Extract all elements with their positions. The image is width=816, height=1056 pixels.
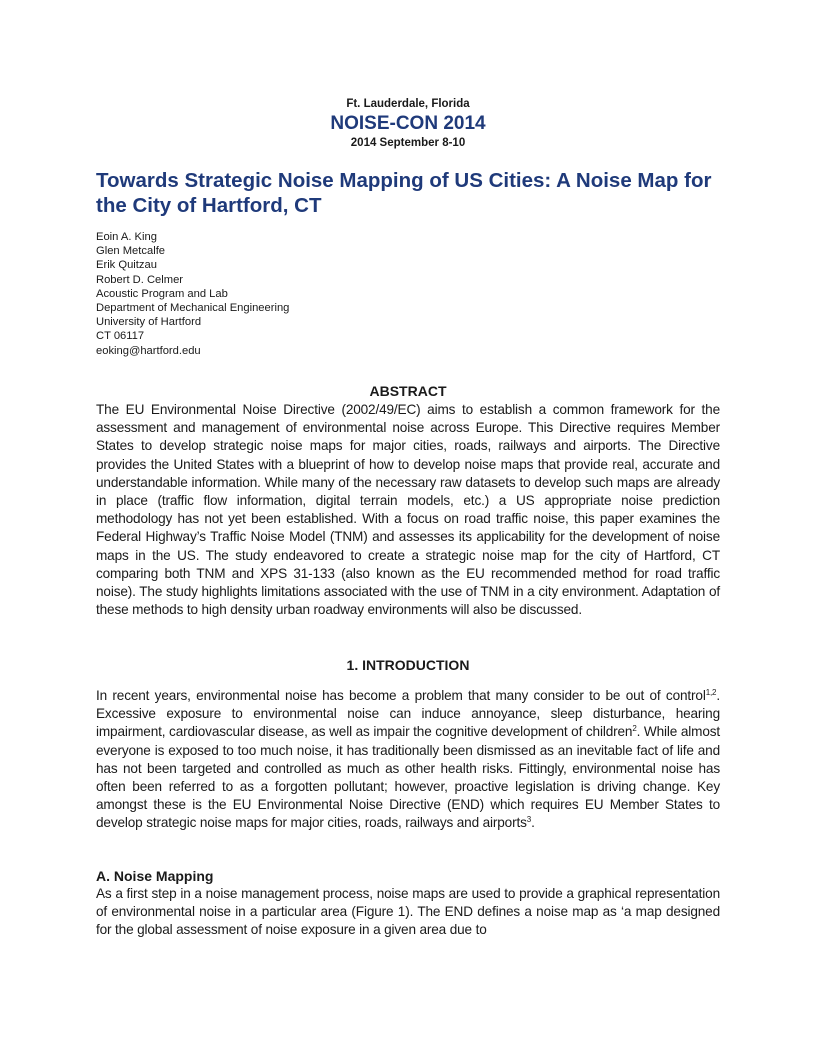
- citation-ref: 1,2: [705, 688, 717, 697]
- abstract-heading: ABSTRACT: [369, 383, 447, 399]
- author-name: Robert D. Celmer: [96, 273, 184, 286]
- author-name: Eoin A. King: [96, 231, 157, 243]
- text-run: . Excessive exposure to environmental noise can induce annoyance, sleep disturbance, hearing impairment, cardiovascular disease, as well as impair the cognitive development of children: [96, 688, 720, 740]
- author-name: Erik Quitzau: [96, 259, 157, 272]
- affiliation-postcode: CT 06117: [96, 330, 145, 343]
- introduction-heading: 1. INTRODUCTION: [346, 657, 470, 673]
- introduction-paragraph: [96, 687, 720, 833]
- conference-location: Ft. Lauderdale, Florida: [346, 98, 470, 110]
- citation-ref: 2: [632, 724, 637, 734]
- text-run: In recent years, environmental noise has become a problem that many consider to be out of control: [96, 688, 706, 703]
- affiliation-department: Department of Mechanical Engineering: [96, 302, 290, 315]
- affiliation-university: University of Hartford: [96, 316, 202, 329]
- author-email[interactable]: eoking@hartford.edu: [96, 344, 201, 357]
- paper-title: Towards Strategic Noise Mapping of US Cities: A Noise Map for the City of Hartford, CT: [96, 169, 712, 217]
- author-name: Glen Metcalfe: [96, 245, 166, 258]
- noise-mapping-paragraph: As a first step in a noise management process, noise maps are used to provide a graphical representation of environmental noise in a particular area (Figure 1). The END defines a noise map as ‘a map designed for the global assessment of noise exposure in a given area due to: [96, 886, 720, 938]
- subsection-heading: A. Noise Mapping: [96, 868, 214, 884]
- conference-name: NOISE-CON 2014: [330, 113, 486, 134]
- author-block: [96, 230, 720, 358]
- conference-dates: 2014 September 8-10: [350, 137, 466, 149]
- affiliation-lab: Acoustic Program and Lab: [96, 287, 228, 300]
- abstract-text: The EU Environmental Noise Directive (2002/49/EC) aims to establish a common framework for the assessment and management of environmental noise across Europe. This Directive requires Member States to develop strategic noise maps for major cities, roads, railways and airports. The Directive provides the United States with a blueprint of how to develop noise maps that provide real, accurate and understandable information. While many of the necessary raw datasets to develop such maps are already in place (traffic flow information, digital terrain models, etc.) a US appropriate noise prediction methodology has not yet been established. With a focus on road traffic noise, this paper examines the Federal Highway’s Traffic Noise Model (TNM) and assesses its applicability for the development of noise maps in the US. The study endeavored to create a strategic noise map for the city of Hartford, CT comparing both TNM and XPS 31-133 (also known as the EU recommended method for road traffic noise). The study highlights limitations associated with the use of TNM in a city environment. Adaptation of these methods to high density urban roadway environments will also be discussed.: [96, 402, 720, 618]
- text-run: . While almost everyone is exposed to too much noise, it has traditionally been dismissed as an inevitable fact of life and has not been targeted and controlled as much as other health risks. Fittingly, environmental noise has often been referred to as a forgotten pollutant; however, proactive legislation is driving change. Key amongst these is the EU Environmental Noise Directive (END) which requires EU Member States to develop strategic noise maps for major cities, roads, railways and airports: [96, 724, 721, 831]
- citation-ref: 3: [526, 815, 532, 825]
- text-run: .: [531, 815, 535, 831]
